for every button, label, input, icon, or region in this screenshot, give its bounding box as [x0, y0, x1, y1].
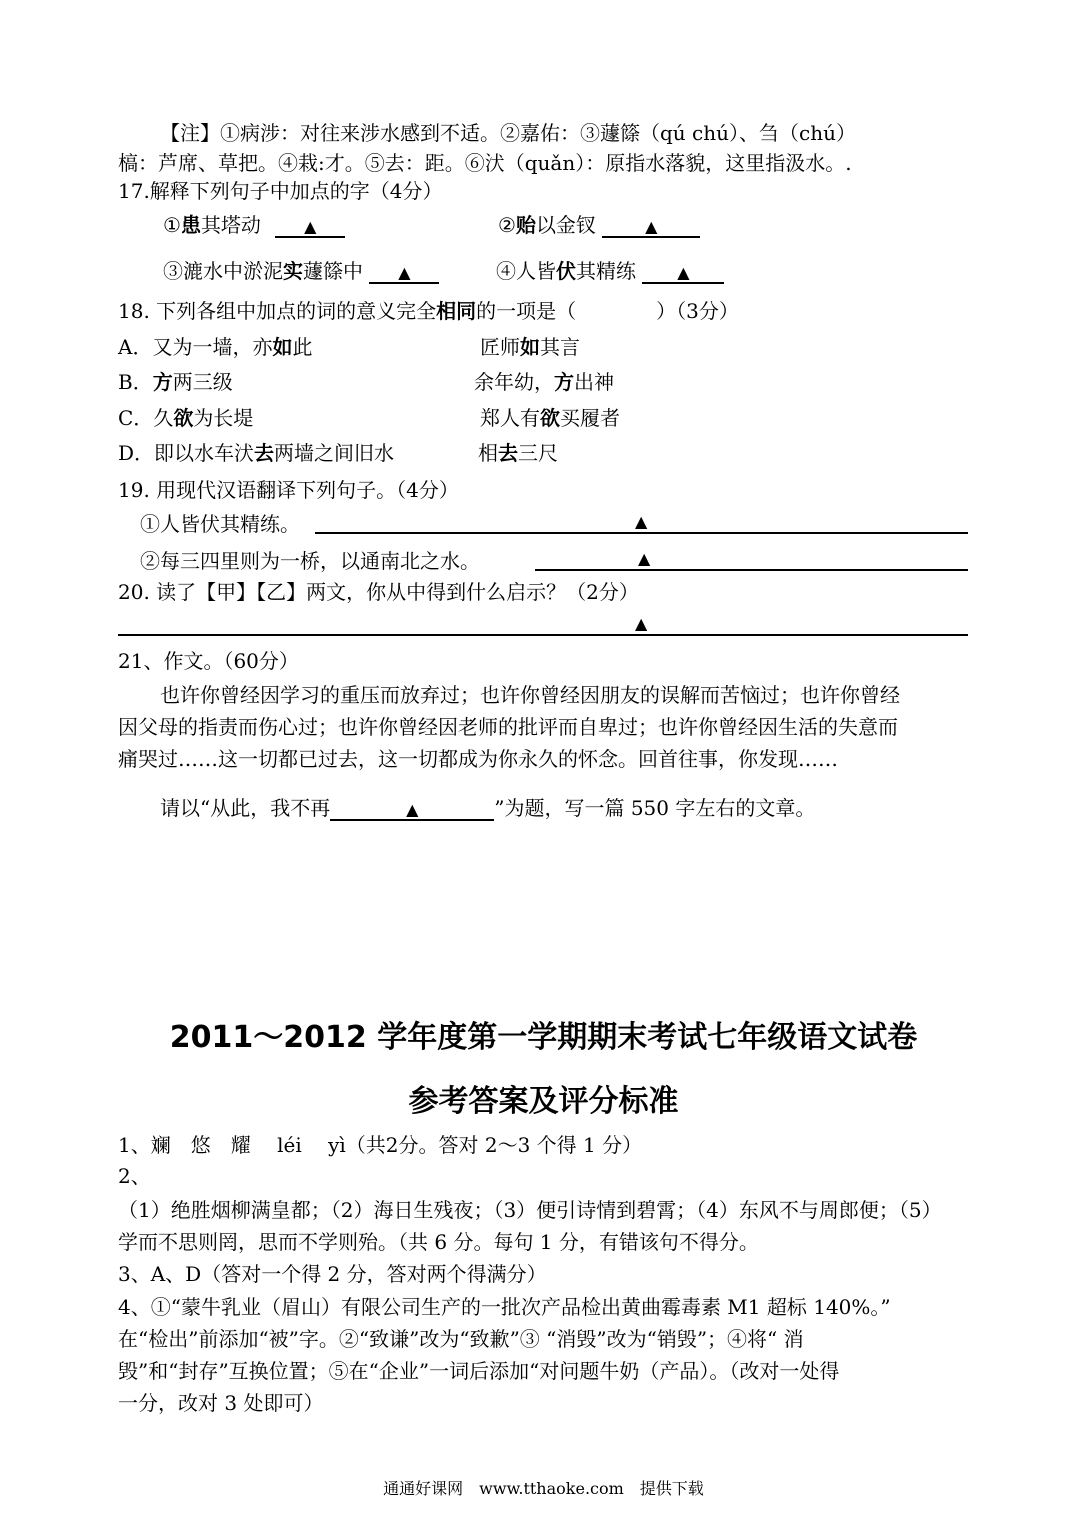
q18-b-right-pre: 余年幼，: [474, 370, 554, 394]
q17-item-1: [163, 212, 345, 238]
q17-item-2: [498, 212, 700, 238]
q17-answer-blank-2[interactable]: [602, 212, 700, 238]
q18-a-right-post: 其言: [540, 335, 580, 359]
q20-stem: 20. 读了【甲】【乙】两文，你从中得到什么启示？（2分）: [118, 580, 639, 604]
q18-stem-post: 的一项是（ ）（3分）: [476, 299, 739, 323]
q17-item-4-post: 其精练: [576, 259, 636, 283]
q17-item-1-pre: ①: [163, 213, 181, 237]
q18-c-left-dotted: 欲: [173, 406, 194, 430]
q18-b-right-post: 出神: [574, 370, 614, 394]
q21-paragraph-line-3: 痛哭过……这一切都已过去，这一切都成为你永久的怀念。回首往事，你发现……: [118, 747, 838, 771]
q19-sentence-2: ②每三四里则为一桥，以通南北之水。: [140, 549, 480, 573]
q17-item-4-dotted: 伏: [556, 259, 576, 283]
q18-d-right-pre: 相: [478, 441, 498, 465]
q17-item-4-pre: ④人皆: [496, 259, 556, 283]
answer-2-line-1: （1）绝胜烟柳满皇都；（2）海日生残夜；（3）便引诗情到碧霄；（4）东风不与周郎便；（5）: [118, 1198, 942, 1222]
q20-answer-line[interactable]: [118, 634, 968, 636]
q18-a-left-pre: A．又为一墙，亦: [118, 335, 273, 359]
q18-b-left-post: 两三级: [172, 370, 233, 394]
q18-b-right-dotted: 方: [554, 370, 574, 394]
q18-d-right-dotted: 去: [498, 441, 518, 465]
answer-4-line-3: 毁”和“封存”互换位置；⑤在“企业”一词后添加“对问题牛奶（产品）。（改对一处得: [118, 1359, 840, 1383]
q17-item-4: [496, 258, 724, 284]
q18-d-left-post: 两墙之间旧水: [274, 441, 395, 465]
answer-key-title: 2011～2012 学年度第一学期期末考试七年级语文试卷: [169, 1020, 918, 1055]
q18-d-left-pre: D．即以水车汱: [118, 441, 255, 465]
q18-option-d-right: [478, 440, 558, 466]
q17-item-2-dotted: 贻: [515, 213, 536, 237]
q18-d-right-post: 三尺: [518, 441, 558, 465]
answer-marker-icon: ▲: [398, 263, 411, 282]
q21-prompt-post: ”为题，写一篇 550 字左右的文章。: [494, 796, 816, 820]
q17-answer-blank-4[interactable]: [642, 258, 724, 284]
q17-answer-blank-1[interactable]: [275, 212, 345, 238]
q18-d-left-dotted: 去: [254, 441, 275, 465]
q21-stem: 21、作文。（60分）: [118, 649, 299, 673]
q18-option-c-right: [480, 405, 620, 431]
q18-option-a-right: [480, 334, 580, 360]
q18-a-right-pre: 匠师: [480, 335, 520, 359]
answer-2-label: 2、: [118, 1164, 151, 1188]
q18-a-left-post: 此: [292, 335, 313, 359]
answer-marker-icon: ▲: [304, 217, 317, 236]
q19-sentence-1: ①人皆伏其精练。: [140, 512, 300, 536]
q18-c-right-dotted: 欲: [540, 406, 560, 430]
q18-b-left-pre: B．: [118, 370, 153, 394]
q17-answer-blank-3[interactable]: [369, 258, 439, 284]
answer-3: 3、A、D（答对一个得 2 分，答对两个得满分）: [118, 1262, 547, 1286]
q18-option-b-right: [474, 369, 614, 395]
notes-line-2: 槁：芦席、草把。④栽:才。⑤去：距。⑥汱（quǎn）：原指水落貌，这里指汲水。.: [118, 151, 852, 175]
answer-2-line-2: 学而不思则罔，思而不学则殆。（共 6 分。每句 1 分，有错该句不得分。: [118, 1230, 759, 1254]
answer-marker-icon: ▲: [645, 217, 658, 236]
q21-prompt-pre: 请以“从此，我不再: [160, 796, 331, 820]
q17-stem: 17.解释下列句子中加点的字（4分）: [118, 179, 443, 203]
q18-c-left-post: 为长堤: [193, 406, 254, 430]
q21-paragraph-line-1: 也许你曾经因学习的重压而放弃过；也许你曾经因朋友的误解而苦恼过；也许你曾经: [160, 683, 900, 707]
answer-marker-icon: ▲: [677, 263, 690, 282]
q19-answer-line-1[interactable]: [315, 532, 968, 534]
q18-option-b[interactable]: [118, 369, 233, 395]
answer-marker-icon: ▲: [635, 614, 648, 633]
q18-b-left-dotted: 方: [152, 370, 173, 394]
answer-4-line-4: 一分，改对 3 处即可）: [118, 1391, 324, 1415]
q17-item-2-post: 以金钗: [535, 213, 596, 237]
q18-option-d[interactable]: [118, 440, 394, 466]
q17-item-1-post: 其塔动: [200, 213, 261, 237]
q18-c-right-post: 买履者: [560, 406, 620, 430]
answer-marker-icon: ▲: [638, 549, 651, 568]
q17-item-3-post: 蘧篨中: [303, 259, 363, 283]
q17-item-2-pre: ②: [498, 213, 516, 237]
q18-stem-dotted: 相同: [436, 299, 477, 323]
answer-4-line-2: 在“检出”前添加“被”字。②“致谦”改为“致歉”③ “消毁”改为“销毁”；④将“ 消: [118, 1327, 804, 1351]
q18-stem: [118, 298, 739, 324]
q18-stem-pre: 18. 下列各组中加点的词的意义完全: [118, 299, 437, 323]
q18-option-c[interactable]: [118, 405, 253, 431]
q18-c-right-pre: 郑人有: [480, 406, 540, 430]
q17-item-3-dotted: 实: [283, 259, 303, 283]
notes-line-1: 【注】①病涉：对往来涉水感到不适。②嘉佑：③蘧篨（qú chú）、刍（chú）: [160, 121, 856, 145]
answer-1: 1、斓 悠 耀 léi yì（共2分。答对 2～3 个得 1 分）: [118, 1133, 643, 1157]
q19-stem: 19. 用现代汉语翻译下列句子。（4分）: [118, 478, 459, 502]
q18-c-left-pre: C．久: [118, 406, 174, 430]
q17-item-3: [163, 258, 439, 284]
q21-paragraph-line-2: 因父母的指责而伤心过；也许你曾经因老师的批评而自卑过；也许你曾经因生活的失意而: [118, 715, 898, 739]
q19-answer-line-2[interactable]: [535, 569, 968, 571]
q17-item-3-pre: ③漉水中淤泥: [163, 259, 283, 283]
answer-marker-icon: ▲: [635, 512, 648, 531]
q21-title-blank[interactable]: [330, 795, 494, 821]
answer-key-subtitle: 参考答案及评分标准: [408, 1084, 679, 1119]
q18-a-right-dotted: 如: [520, 335, 540, 359]
page-footer: 通通好课网 www.tthaoke.com 提供下载: [383, 1479, 704, 1498]
q21-prompt: [160, 795, 815, 821]
answer-marker-icon: ▲: [406, 800, 419, 819]
q18-a-left-dotted: 如: [272, 335, 293, 359]
q17-item-1-dotted: 患: [180, 213, 201, 237]
q18-option-a[interactable]: [118, 334, 312, 360]
answer-4-line-1: 4、①“蒙牛乳业（眉山）有限公司生产的一批次产品检出黄曲霉毒素 M1 超标 140%。”: [118, 1295, 891, 1319]
